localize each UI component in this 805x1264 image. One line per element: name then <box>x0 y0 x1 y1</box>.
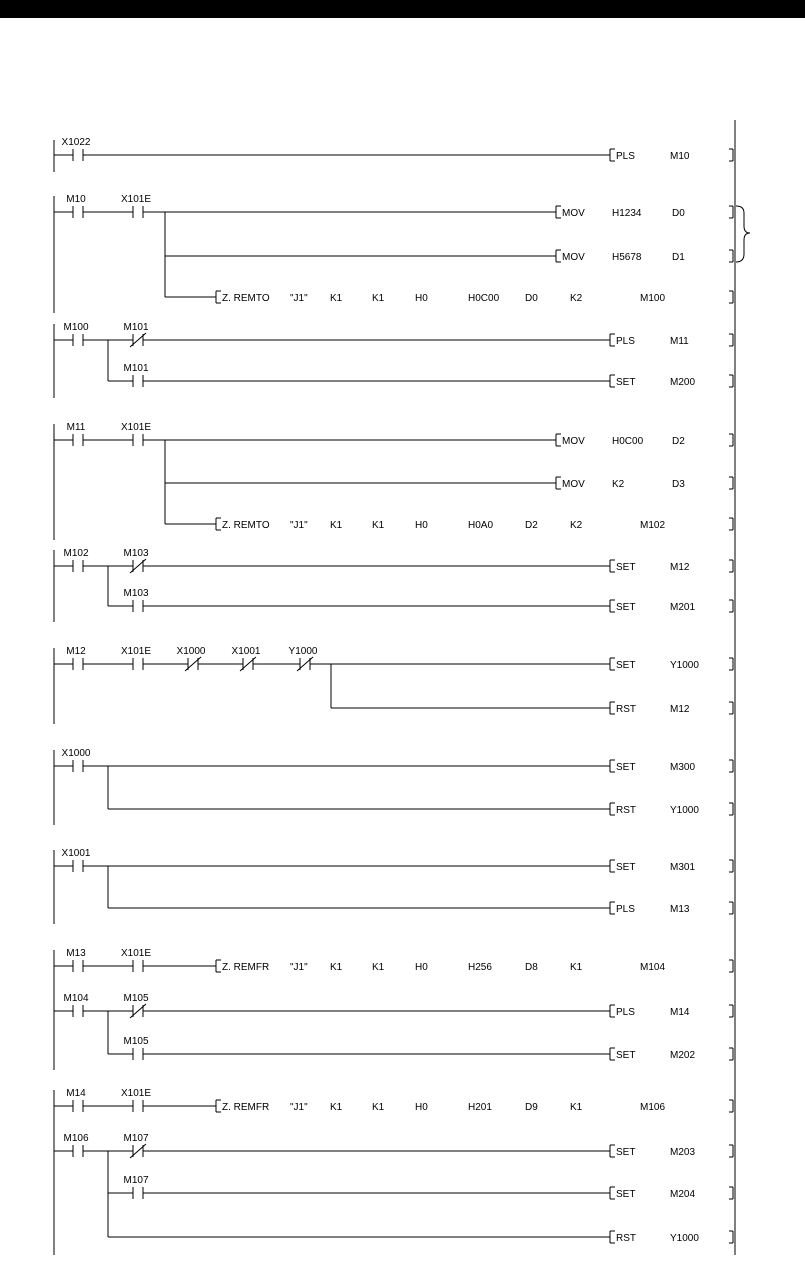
rung <box>54 646 733 715</box>
contact <box>62 137 91 161</box>
instruction-name: PLS <box>616 151 635 162</box>
instruction-name: SET <box>616 762 636 773</box>
contact-label: M106 <box>63 1133 89 1144</box>
instruction-name: SET <box>616 1189 636 1200</box>
contact <box>121 1088 151 1112</box>
instruction-arg: M301 <box>670 862 696 873</box>
instruction-arg: K2 <box>570 293 583 304</box>
output-instruction <box>143 1187 733 1200</box>
instruction-arg: Y1000 <box>670 805 699 816</box>
instruction-arg: M13 <box>670 904 690 915</box>
output-instruction <box>108 803 733 816</box>
instruction-arg: "J1" <box>290 1102 308 1113</box>
instruction-arg: D2 <box>525 520 538 531</box>
instruction-name: Z. REMFR <box>222 962 270 973</box>
contact-label: M105 <box>123 993 149 1004</box>
instruction-arg: H0 <box>415 520 428 531</box>
instruction-name: SET <box>616 660 636 671</box>
instruction-arg: H0C00 <box>612 436 644 447</box>
rung <box>54 1133 733 1244</box>
output-instruction <box>143 1048 733 1061</box>
output-instruction <box>143 375 733 388</box>
instruction-arg: M106 <box>640 1102 666 1113</box>
output-instruction <box>143 1145 733 1158</box>
contact-label: X1000 <box>61 748 91 759</box>
contact-label: M103 <box>123 548 149 559</box>
instruction-arg: Y1000 <box>670 660 699 671</box>
curly-brace <box>736 206 750 262</box>
contact <box>123 322 148 347</box>
instruction-arg: H5678 <box>612 252 642 263</box>
instruction-name: MOV <box>562 208 585 219</box>
contact <box>67 422 86 446</box>
contact <box>66 948 86 972</box>
contact <box>123 588 148 612</box>
instruction-arg: M202 <box>670 1050 696 1061</box>
instruction-arg: K1 <box>330 293 343 304</box>
instruction-name: MOV <box>562 436 585 447</box>
instruction-name: RST <box>616 1233 636 1244</box>
contact <box>121 646 151 670</box>
instruction-arg: "J1" <box>290 962 308 973</box>
contact <box>62 748 91 772</box>
output-instruction <box>165 250 733 263</box>
instruction-name: MOV <box>562 479 585 490</box>
rung <box>54 137 733 162</box>
instruction-arg: H0 <box>415 293 428 304</box>
instruction-arg: K1 <box>570 962 583 973</box>
output-instruction <box>83 149 733 162</box>
output-instruction <box>143 600 733 613</box>
instruction-arg: K2 <box>570 520 583 531</box>
instruction-arg: M203 <box>670 1147 696 1158</box>
instruction-arg: K1 <box>372 520 385 531</box>
instruction-arg: K1 <box>330 520 343 531</box>
instruction-arg: "J1" <box>290 520 308 531</box>
output-instruction <box>331 702 733 715</box>
contact-label: M10 <box>66 194 86 205</box>
instruction-arg: M104 <box>640 962 666 973</box>
output-instruction <box>143 960 733 973</box>
contact-label: X101E <box>120 646 152 657</box>
instruction-arg: H201 <box>468 1102 492 1113</box>
contact <box>123 993 148 1018</box>
instruction-arg: "J1" <box>290 293 308 304</box>
contact-label: M104 <box>63 993 89 1004</box>
contact-label: M12 <box>66 646 86 657</box>
instruction-name: MOV <box>562 252 585 263</box>
instruction-name: PLS <box>616 336 635 347</box>
instruction-arg: K1 <box>372 962 385 973</box>
instruction-arg: M201 <box>670 602 696 613</box>
instruction-arg: K1 <box>570 1102 583 1113</box>
contact <box>121 194 151 218</box>
contact-label: M107 <box>123 1175 149 1186</box>
rung <box>54 548 733 613</box>
contact <box>66 646 86 670</box>
rung <box>54 748 733 816</box>
output-instruction <box>165 291 733 304</box>
output-instruction <box>143 1005 733 1018</box>
contact-label: M101 <box>123 363 149 374</box>
instruction-arg: M204 <box>670 1189 696 1200</box>
output-instruction <box>143 206 733 219</box>
instruction-name: PLS <box>616 1007 635 1018</box>
instruction-arg: M12 <box>670 562 690 573</box>
contact <box>66 1088 86 1112</box>
rung <box>54 422 733 531</box>
instruction-arg: M200 <box>670 377 696 388</box>
contact <box>121 422 151 446</box>
output-instruction <box>108 902 733 915</box>
instruction-arg: D2 <box>672 436 685 447</box>
output-instruction <box>165 477 733 490</box>
contact <box>123 363 148 387</box>
instruction-arg: M102 <box>640 520 666 531</box>
contact-label: M103 <box>123 588 149 599</box>
contact-label: X101E <box>120 422 152 433</box>
output-instruction <box>310 658 733 671</box>
instruction-arg: H0 <box>415 962 428 973</box>
output-instruction <box>143 560 733 573</box>
instruction-arg: H0C00 <box>468 293 500 304</box>
contact-label: M105 <box>123 1036 149 1047</box>
instruction-arg: M12 <box>670 704 690 715</box>
contact <box>289 646 318 671</box>
contact <box>123 1036 148 1060</box>
contact <box>123 1175 148 1199</box>
instruction-arg: D8 <box>525 962 538 973</box>
instruction-arg: M10 <box>670 151 690 162</box>
contact <box>66 194 86 218</box>
instruction-arg: H1234 <box>612 208 642 219</box>
rung <box>54 848 733 915</box>
rung <box>54 1088 733 1113</box>
output-instruction <box>165 518 733 531</box>
output-instruction <box>108 1231 733 1244</box>
output-instruction <box>143 334 733 347</box>
instruction-name: Z. REMFR <box>222 1102 270 1113</box>
instruction-arg: M100 <box>640 293 666 304</box>
instruction-name: RST <box>616 704 636 715</box>
contact-label: M107 <box>123 1133 149 1144</box>
instruction-name: SET <box>616 862 636 873</box>
rung <box>54 194 733 304</box>
output-instruction <box>83 760 733 773</box>
power-rails <box>54 120 735 1255</box>
instruction-arg: H0 <box>415 1102 428 1113</box>
instruction-arg: M300 <box>670 762 696 773</box>
contact-label: M11 <box>66 422 86 433</box>
instruction-arg: D3 <box>672 479 685 490</box>
instruction-name: Z. REMTO <box>222 520 270 531</box>
contact <box>63 1133 88 1157</box>
contact-label: M102 <box>63 548 89 559</box>
instruction-arg: D0 <box>525 293 538 304</box>
instruction-arg: M11 <box>670 336 689 347</box>
instruction-arg: H0A0 <box>468 520 494 531</box>
contact-label: X1001 <box>231 646 261 657</box>
instruction-arg: M14 <box>670 1007 690 1018</box>
instruction-name: SET <box>616 1050 636 1061</box>
instruction-arg: K2 <box>612 479 625 490</box>
contact <box>63 548 88 572</box>
instruction-name: SET <box>616 562 636 573</box>
instruction-name: SET <box>616 602 636 613</box>
contact-label: X101E <box>120 194 152 205</box>
contact <box>62 848 91 872</box>
contact <box>63 993 88 1017</box>
contact <box>121 948 151 972</box>
instruction-name: PLS <box>616 904 635 915</box>
rungs <box>54 137 733 1244</box>
rung <box>54 993 733 1061</box>
rung <box>54 322 733 388</box>
contact-label: M101 <box>123 322 149 333</box>
contact-label: M100 <box>63 322 89 333</box>
contact-label: X101E <box>120 948 152 959</box>
contact-label: X1001 <box>61 848 91 859</box>
contact-label: M13 <box>66 948 86 959</box>
instruction-arg: K1 <box>372 293 385 304</box>
contact-label: X1000 <box>176 646 206 657</box>
contact-label: M14 <box>66 1088 86 1099</box>
rung <box>54 948 733 973</box>
output-instruction <box>83 860 733 873</box>
contact <box>123 1133 148 1158</box>
instruction-arg: K1 <box>372 1102 385 1113</box>
instruction-arg: D0 <box>672 208 685 219</box>
instruction-name: SET <box>616 377 636 388</box>
instruction-arg: D1 <box>672 252 685 263</box>
instruction-arg: Y1000 <box>670 1233 699 1244</box>
instruction-arg: K1 <box>330 1102 343 1113</box>
instruction-name: Z. REMTO <box>222 293 270 304</box>
contact-label: X1022 <box>61 137 91 148</box>
contact <box>232 646 261 671</box>
contact <box>123 548 148 573</box>
instruction-arg: D9 <box>525 1102 538 1113</box>
instruction-name: RST <box>616 805 636 816</box>
contact-label: Y1000 <box>288 646 318 657</box>
instruction-arg: K1 <box>330 962 343 973</box>
instruction-name: SET <box>616 1147 636 1158</box>
contact <box>177 646 206 671</box>
contact <box>63 322 88 346</box>
output-instruction <box>143 434 733 447</box>
output-instruction <box>143 1100 733 1113</box>
instruction-arg: H256 <box>468 962 492 973</box>
contact-label: X101E <box>120 1088 152 1099</box>
